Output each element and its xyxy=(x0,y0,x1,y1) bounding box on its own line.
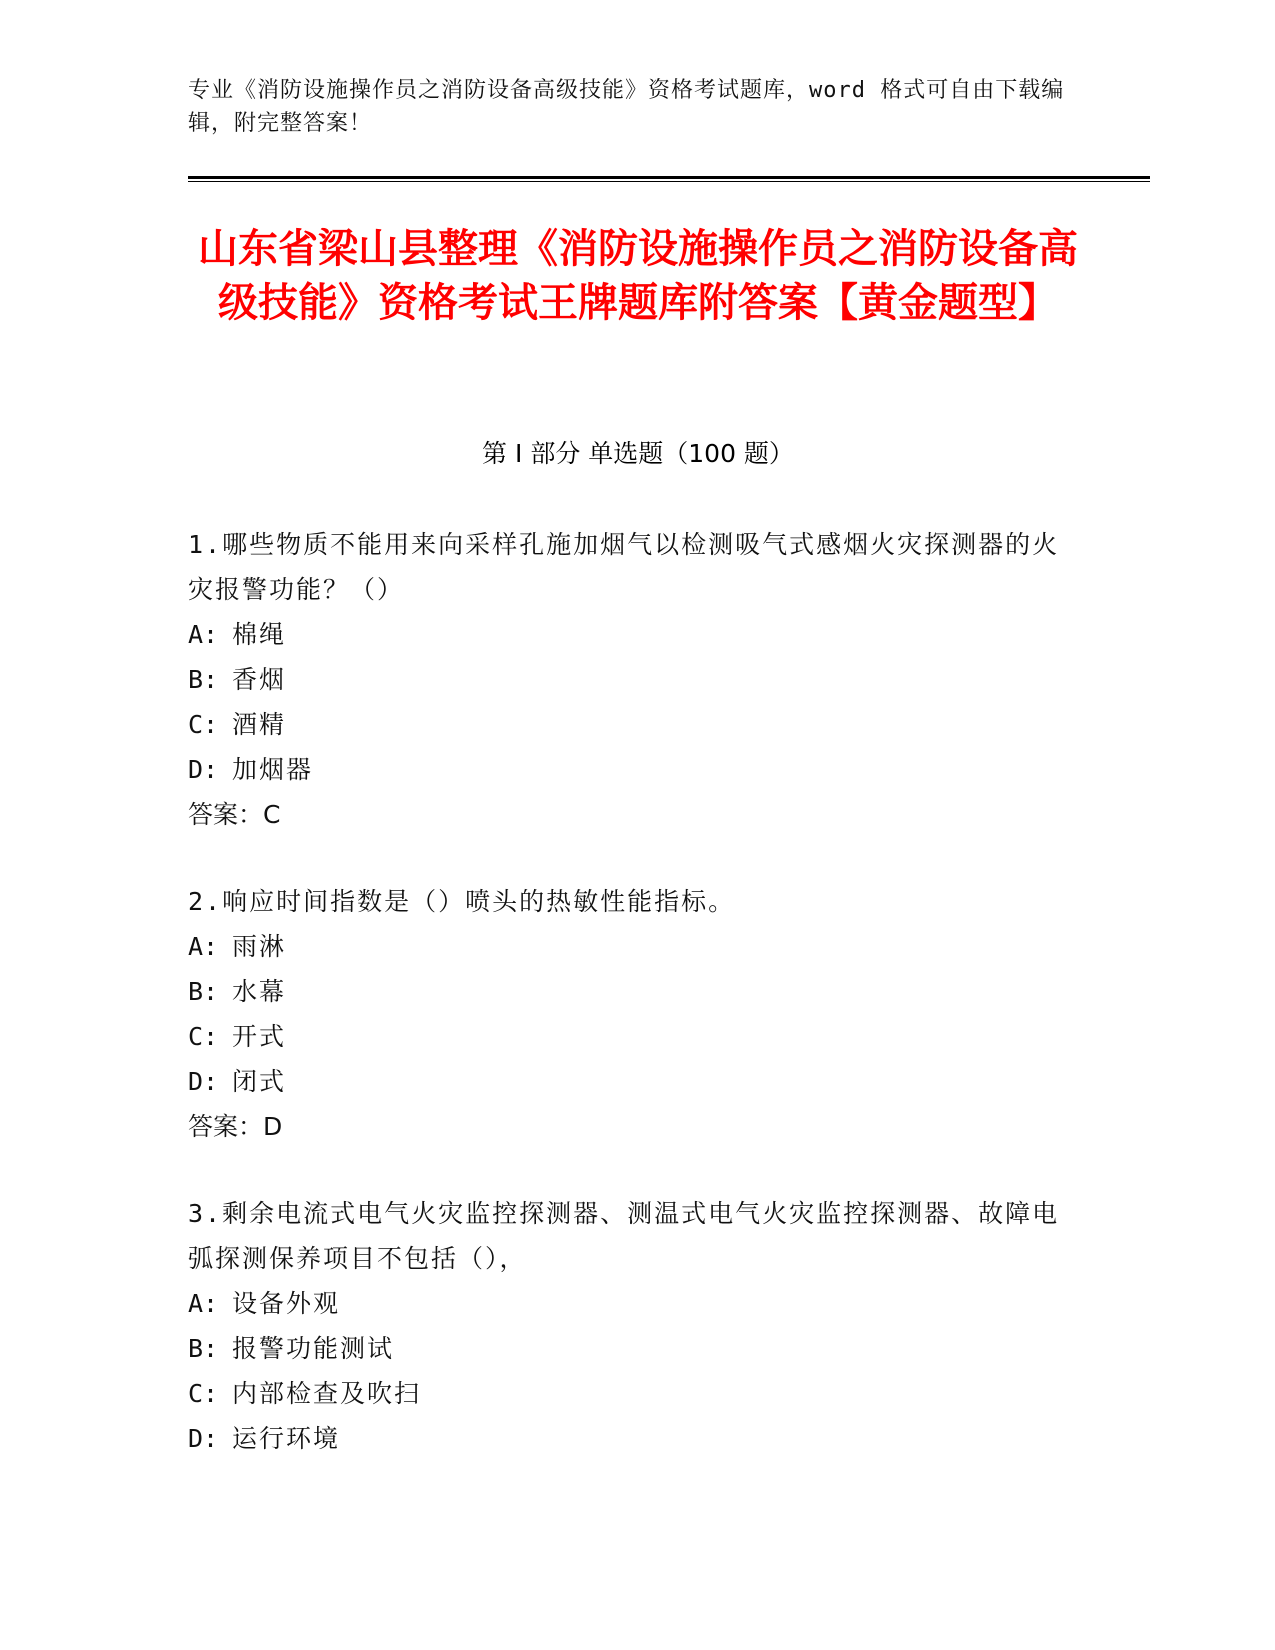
option-key: B: xyxy=(188,977,219,1006)
answer-line: 答案：D xyxy=(188,1112,283,1141)
option-b xyxy=(188,1326,1068,1371)
option-text: 棉绳 xyxy=(232,620,287,649)
option-key: A: xyxy=(188,620,219,649)
option-d xyxy=(188,1059,1068,1104)
header-rule-thin xyxy=(188,181,1150,182)
answer-line: 答案：C xyxy=(188,800,281,829)
option-key: D: xyxy=(188,1424,219,1453)
question-stem: 1.哪些物质不能用来向采样孔施加烟气以检测吸气式感烟火灾探测器的火灾报警功能？（） xyxy=(188,530,1060,604)
header-note: 专业《消防设施操作员之消防设备高级技能》资格考试题库，word 格式可自由下载编辑，附完整答案！ xyxy=(188,78,1065,136)
option-text: 开式 xyxy=(232,1022,287,1051)
option-text: 加烟器 xyxy=(232,755,314,784)
option-text: 报警功能测试 xyxy=(232,1334,395,1363)
question-stem: 3.剩余电流式电气火灾监控探测器、测温式电气火灾监控探测器、故障电弧探测保养项目不包括（）， xyxy=(188,1199,1060,1273)
option-a xyxy=(188,924,1068,969)
option-text: 内部检查及吹扫 xyxy=(232,1379,422,1408)
option-c xyxy=(188,1371,1068,1416)
option-a xyxy=(188,1281,1068,1326)
option-d xyxy=(188,747,1068,792)
option-text: 香烟 xyxy=(232,665,287,694)
option-key: C: xyxy=(188,1379,219,1408)
option-key: D: xyxy=(188,1067,219,1096)
option-text: 雨淋 xyxy=(232,932,287,961)
section-heading: 第 I 部分 单选题（100 题） xyxy=(482,439,794,468)
option-key: C: xyxy=(188,710,219,739)
question-3 xyxy=(188,1191,1068,1461)
question-stem: 2.响应时间指数是（）喷头的热敏性能指标。 xyxy=(188,887,736,916)
question-2 xyxy=(188,879,1068,1149)
option-key: D: xyxy=(188,755,219,784)
option-text: 闭式 xyxy=(232,1067,287,1096)
option-text: 运行环境 xyxy=(232,1424,341,1453)
option-key: C: xyxy=(188,1022,219,1051)
option-b xyxy=(188,969,1068,1014)
option-key: B: xyxy=(188,1334,219,1363)
option-a xyxy=(188,612,1068,657)
option-key: A: xyxy=(188,1289,219,1318)
option-c xyxy=(188,1014,1068,1059)
question-list xyxy=(188,522,1068,1503)
option-d xyxy=(188,1416,1068,1461)
question-1 xyxy=(188,522,1068,837)
option-c xyxy=(188,702,1068,747)
option-text: 水幕 xyxy=(232,977,287,1006)
option-key: B: xyxy=(188,665,219,694)
option-text: 酒精 xyxy=(232,710,287,739)
option-b xyxy=(188,657,1068,702)
header-rule-thick xyxy=(188,176,1150,179)
option-text: 设备外观 xyxy=(232,1289,341,1318)
document-title: 山东省梁山县整理《消防设施操作员之消防设备高级技能》资格考试王牌题库附答案【黄金题型】 xyxy=(198,226,1078,326)
option-key: A: xyxy=(188,932,219,961)
